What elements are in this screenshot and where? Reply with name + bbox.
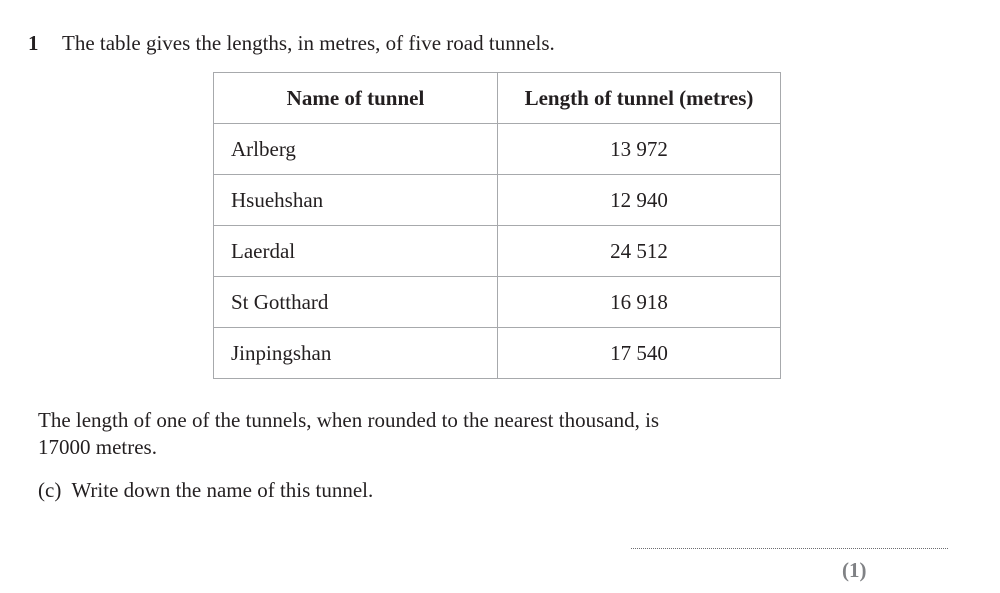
tunnel-name-cell: St Gotthard <box>214 277 498 328</box>
statement-line-1: The length of one of the tunnels, when rounded to the nearest thousand, is <box>38 408 660 432</box>
tunnel-length-cell: 24 512 <box>498 226 781 277</box>
table-row <box>214 175 781 226</box>
tunnel-name-cell: Laerdal <box>214 226 498 277</box>
tunnel-name-cell: Jinpingshan <box>214 328 498 379</box>
table-header-row <box>214 73 781 124</box>
question-number: 1 <box>28 31 39 55</box>
part-c-label: (c) <box>38 478 62 502</box>
tunnels-table <box>213 72 781 379</box>
tunnel-length-cell: 13 972 <box>498 124 781 175</box>
table-row <box>214 226 781 277</box>
table-row <box>214 328 781 379</box>
tunnel-length-cell: 17 540 <box>498 328 781 379</box>
column-header-name: Name of tunnel <box>214 73 498 124</box>
tunnel-length-cell: 16 918 <box>498 277 781 328</box>
table-row <box>214 277 781 328</box>
part-c-text: Write down the name of this tunnel. <box>71 478 374 502</box>
tunnel-name-cell: Arlberg <box>214 124 498 175</box>
statement-line-2: 17000 metres. <box>38 435 157 459</box>
question-part-c <box>38 478 373 503</box>
column-header-length: Length of tunnel (metres) <box>498 73 781 124</box>
question-intro: The table gives the lengths, in metres, of five road tunnels. <box>62 31 555 55</box>
rounding-statement <box>38 407 738 461</box>
marks-label: (1) <box>842 558 867 582</box>
tunnel-length-cell: 12 940 <box>498 175 781 226</box>
answer-line[interactable] <box>631 548 948 549</box>
tunnel-name-cell: Hsuehshan <box>214 175 498 226</box>
table-row <box>214 124 781 175</box>
